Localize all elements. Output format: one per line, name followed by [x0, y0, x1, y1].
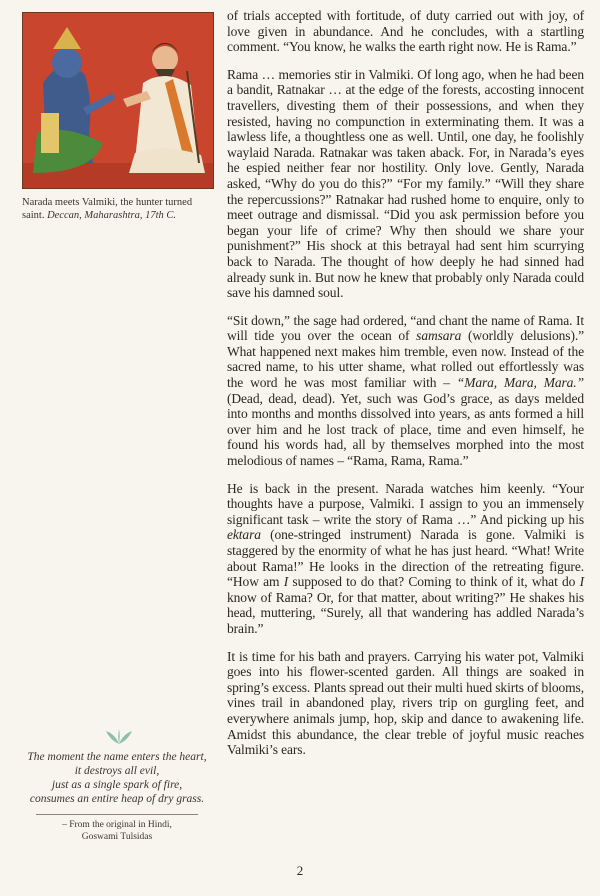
emphasis-i: I	[579, 574, 584, 590]
quote-line: The moment the name enters the heart,	[27, 751, 207, 763]
paragraph-4-text: know of Rama? Or, for that matter, about writing?” He shakes his head, muttering, “Surely, all that wandering has addled Narada’s brain.”	[227, 589, 584, 636]
page-number: 2	[296, 863, 304, 878]
attribution-line: – From the original in Hindi,	[62, 820, 172, 830]
painting-narada-valmiki	[22, 12, 214, 189]
paragraph-3-text: (worldly delusions).” What happened next makes him tremble, even now. Instead of the sacred name, to his utter shame, what rolled out effortlessly was the word he was most familiar with –	[227, 328, 585, 391]
body-text	[227, 8, 584, 770]
caption-text: Narada meets Valmiki, the hunter turned saint.	[22, 197, 193, 221]
quote-line: it destroys all evil,	[74, 765, 160, 777]
paragraph-3-text: (Dead, dead, dead). Yet, such was God’s grace, as days melded into months and months dissolved into years, as ants formed a hill over him and he lost track of place, time and even himself, he found his words had, all by themselves morphed into the most melodious of names – “Rama, Rama, Rama.”	[227, 390, 584, 469]
paragraph-3-text: “Sit down,” the sage had ordered, “and chant the name of Rama. It will tide you over the ocean of	[227, 312, 584, 344]
paragraph-3	[227, 313, 584, 469]
painting-illustration	[23, 13, 213, 188]
attribution-author: Goswami Tulsidas	[81, 832, 153, 842]
paragraph-1: of trials accepted with fortitude, of duty carried out with joy, of love given in abundance. And he concludes, with a startling comment. “You know, he walks the earth right now. He is Rama.”	[227, 8, 584, 55]
paragraph-4-text: supposed to do that? Coming to think of it, what do	[288, 574, 580, 590]
quote-line: just as a single spark of fire,	[51, 779, 183, 791]
quote-divider	[36, 814, 198, 815]
emphasis-i: I	[283, 574, 289, 590]
leaf-ornament-icon	[102, 728, 136, 746]
tulsidas-quote	[22, 750, 212, 806]
paragraph-4-text: He is back in the present. Narada watches him keenly. “Your thoughts have a purpose, Valmiki. I assign to you an immensely significant task – write the story of Rama …” And picking up his	[227, 480, 584, 527]
quote-line: consumes an entire heap of dry grass.	[29, 793, 205, 805]
paragraph-4-text: (one-stringed instrument) Narada is gone. Valmiki is staggered by the enormity of what he has just heard. “What! Write about Rama!” He looks in the direction of the retreating figure. “How am	[227, 527, 584, 590]
term-samsara: samsara	[416, 328, 462, 344]
term-ektara: ektara	[227, 527, 261, 543]
painting-caption	[22, 196, 214, 222]
paragraph-4	[227, 481, 584, 637]
paragraph-5: It is time for his bath and prayers. Carrying his water pot, Valmiki goes into his flower-scented garden. All things are soaked in spring’s excess. Plants spread out their multi hued skirts of blooms, vines trail in abandoned play, rivers trip on gurgling feet, and everywhere animals jump, hop, skip and dance to awakening life. Amidst this abundance, the clear treble of joyful music reaches Valmiki’s ears.	[227, 648, 584, 758]
chant-mara: “Mara, Mara, Mara.”	[456, 375, 584, 391]
caption-source: Deccan, Maharashtra, 17th C.	[47, 210, 177, 221]
quote-attribution	[22, 819, 212, 843]
paragraph-2: Rama … memories stir in Valmiki. Of long ago, when he had been a bandit, Ratnakar … at the edge of the forests, accosting innocent travellers, divesting them of their possessions, and when they resisted, having no compunction in exterminating them. It was a lawless life, a thoughtless one as well. Until, one day, he foolishly waylaid Narada. Ratnakar was taken aback. For, in Narada’s eyes he espied neither fear nor hostility. Only love. Gently, Narada asked, “Why do you do this?” “For my family.” “Will they share the repercussions?” Ratnakar had rushed home to enquire, only to meet outrage and dismissal. “Did you ask permission before you began your life of crime? Why then should we share your punishment?” His shock at this betrayal had sent him scurrying back to Narada. The thought of how deeply he had sinned had already sunk in. But now he knew that probably only Narada could save his damned soul.	[227, 66, 584, 301]
